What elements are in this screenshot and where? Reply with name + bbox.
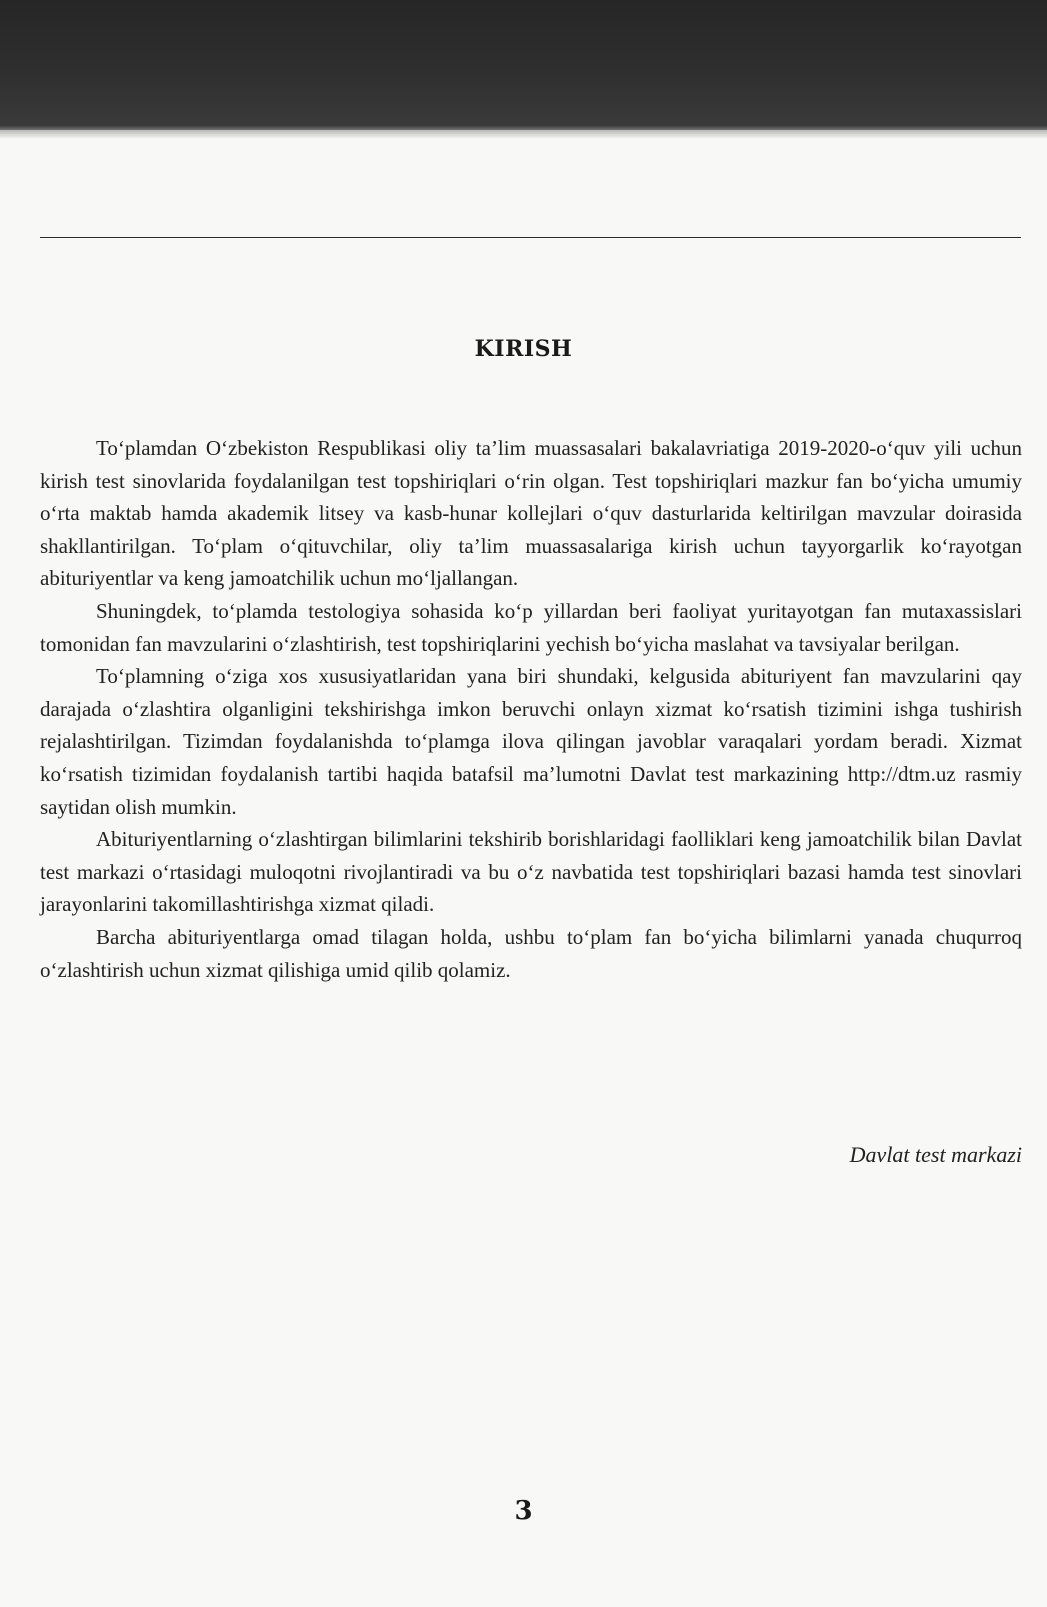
paragraph-2: Shuningdek, to‘plamda testologiya sohasida ko‘p yillardan beri faoliyat yuritayotgan fan mutaxassislari tomonidan fan mavzularini o‘zlashtirish, test topshiriqlarini yechish bo‘yicha maslahat va tavsiyalar berilgan. xyxy=(40,598,1022,656)
paragraph-5: Barcha abituriyentlarga omad tilagan holda, ushbu to‘plam fan bo‘yicha bilimlarni yanada chuqurroq o‘zlashtirish uchun xizmat qilishiga umid qilib qolamiz. xyxy=(40,924,1022,982)
paragraph-3: To‘plamning o‘ziga xos xususiyatlaridan yana biri shundaki, kelgusida abituriyent fan mavzularini qay darajada o‘zlashtira olganligini tekshirishga imkon beruvchi onlayn xizmat ko‘rsatish tizimini ishga tushirish rejalashtirilgan. Tizimdan foydalanishda to‘plamga ilova qilingan javoblar varaqalari yordam beradi. Xizmat ko‘rsatish tizimidan foydalanish tartibi haqida batafsil ma’lumotni Davlat test markazining http://dtm.uz rasmiy saytidan olish mumkin. xyxy=(40,664,1022,819)
body-text xyxy=(40,432,1022,986)
page-title: KIRISH xyxy=(474,336,573,362)
scan-dark-band xyxy=(0,0,1047,132)
scan-edge-shadow xyxy=(0,130,1047,138)
paragraph-1: To‘plamdan O‘zbekiston Respublikasi oliy ta’lim muassasalari bakalavriatiga 2019-2020-o‘quv yili uchun kirish test sinovlarida foydalanilgan test topshiriqlari o‘rin olgan. Test topshiriqlari mazkur fan bo‘yicha umumiy o‘rta maktab hamda akademik litsey va kasb-hunar kollejlari o‘quv dasturlarida keltirilgan mavzular doirasida shakllantirilgan. To‘plam o‘qituvchilar, oliy ta’lim muassasalariga kirish uchun tayyorgarlik ko‘rayotgan abituriyentlar va keng jamoatchilik uchun mo‘ljallangan. xyxy=(40,436,1022,591)
paragraph-4: Abituriyentlarning o‘zlashtirgan bilimlarini tekshirib borishlaridagi faolliklari keng jamoatchilik bilan Davlat test markazi o‘rtasidagi muloqotni rivojlantiradi va bu o‘z navbatida test topshiriqlari bazasi hamda test sinovlari jarayonlarini takomillashtirishga xizmat qiladi. xyxy=(40,827,1022,917)
page-number: 3 xyxy=(514,1496,533,1526)
header-rule xyxy=(40,237,1021,238)
signature: Davlat test markazi xyxy=(849,1142,1022,1167)
